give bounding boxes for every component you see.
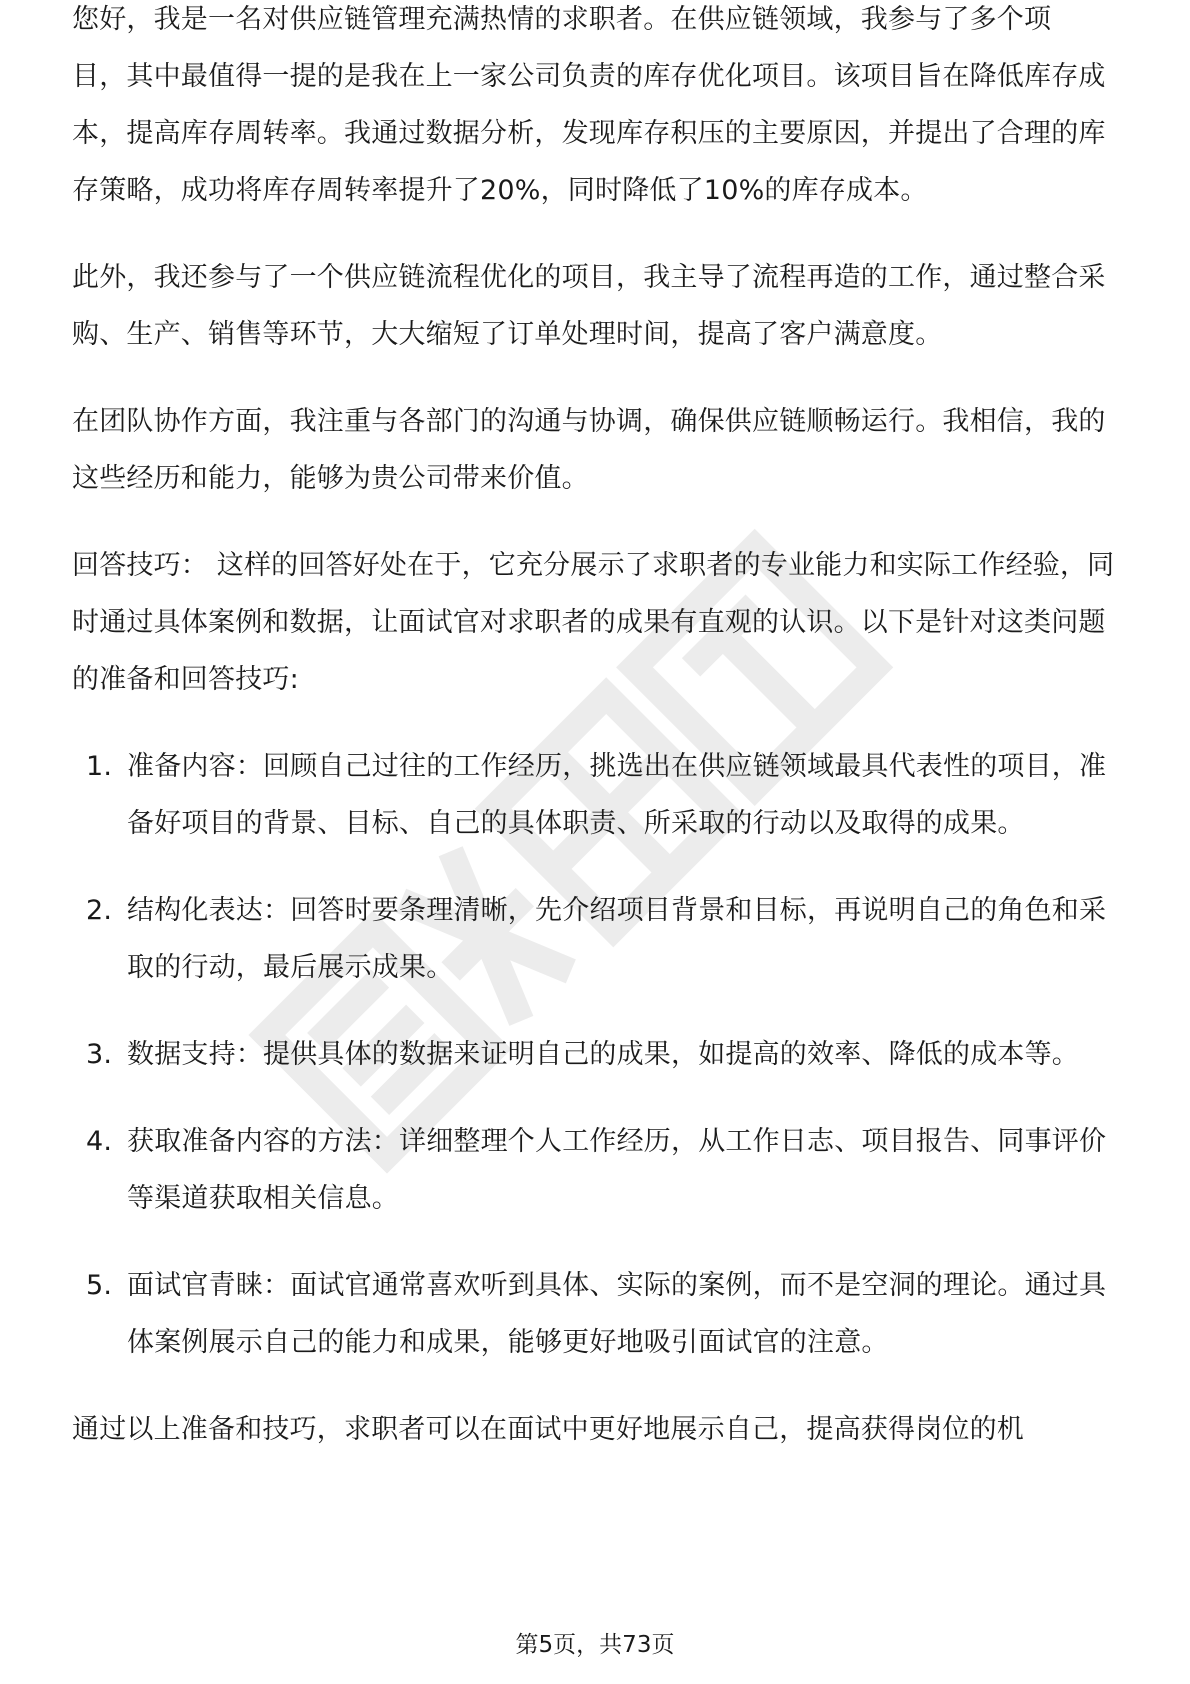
document-body xyxy=(72,4,1122,1488)
list-item xyxy=(72,882,1122,996)
list-item xyxy=(72,738,1122,852)
cut-off-line xyxy=(72,4,1122,48)
list-item-number: 5. xyxy=(86,1270,113,1301)
list-item-number: 2. xyxy=(86,895,113,926)
list-item-text: 面试官青睐：面试官通常喜欢听到具体、实际的案例，而不是空洞的理论。通过具体案例展示自己的能力和成果，能够更好地吸引面试官的注意。 xyxy=(127,1270,1107,1358)
paragraph-inventory-project: 目，其中最值得一提的是我在上一家公司负责的库存优化项目。该项目旨在降低库存成本，提高库存周转率。我通过数据分析，发现库存积压的主要原因，并提出了合理的库存策略，成功将库存周转率提升了20%，同时降低了10%的库存成本。 xyxy=(72,61,1106,206)
list-item-number: 1. xyxy=(86,751,113,782)
list-item xyxy=(72,1113,1122,1227)
paragraph-answer-tips: 回答技巧： 这样的回答好处在于，它充分展示了求职者的专业能力和实际工作经验，同时通过具体案例和数据，让面试官对求职者的成果有直观的认识。以下是针对这类问题的准备和回答技巧: xyxy=(72,550,1115,695)
paragraph-closing: 通过以上准备和技巧，求职者可以在面试中更好地展示自己，提高获得岗位的机 xyxy=(72,1414,1024,1445)
paragraph-process-optimization: 此外，我还参与了一个供应链流程优化的项目，我主导了流程再造的工作，通过整合采购、生产、销售等环节，大大缩短了订单处理时间，提高了客户满意度。 xyxy=(72,262,1106,350)
list-item-text: 获取准备内容的方法：详细整理个人工作经历，从工作日志、项目报告、同事评价等渠道获取相关信息。 xyxy=(127,1126,1107,1214)
list-item-text: 准备内容：回顾自己过往的工作经历，挑选出在供应链领域最具代表性的项目，准备好项目的背景、目标、自己的具体职责、所采取的行动以及取得的成果。 xyxy=(127,751,1107,839)
list-item xyxy=(72,1257,1122,1371)
list-item xyxy=(72,1026,1122,1083)
tips-list xyxy=(72,738,1122,1371)
list-item-text: 数据支持：提供具体的数据来证明自己的成果，如提高的效率、降低的成本等。 xyxy=(127,1039,1079,1070)
list-item-number: 3. xyxy=(86,1039,113,1070)
page-number-footer: 第5页，共73页 xyxy=(515,1632,675,1658)
cut-off-text: 您好，我是一名对供应链管理充满热情的求职者。在供应链领域，我参与了多个项 xyxy=(72,4,1052,35)
list-item-number: 4. xyxy=(86,1126,113,1157)
paragraph-teamwork: 在团队协作方面，我注重与各部门的沟通与协调，确保供应链顺畅运行。我相信，我的这些经历和能力，能够为贵公司带来价值。 xyxy=(72,406,1106,494)
list-item-text: 结构化表达：回答时要条理清晰，先介绍项目背景和目标，再说明自己的角色和采取的行动，最后展示成果。 xyxy=(127,895,1107,983)
